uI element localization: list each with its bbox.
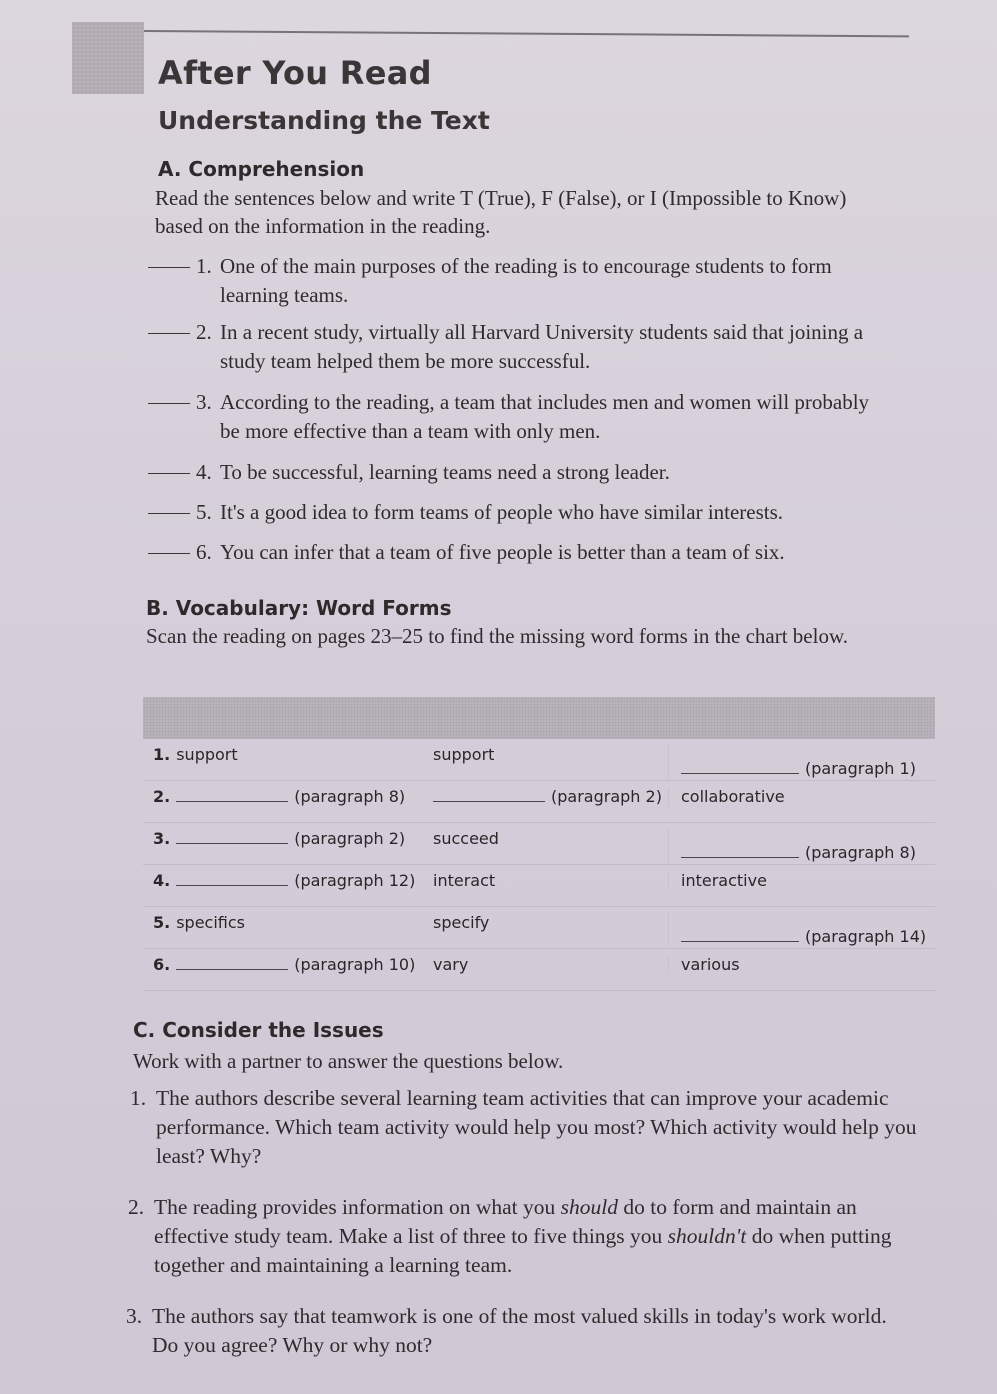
answer-blank[interactable] (148, 388, 190, 404)
answer-blank[interactable] (433, 789, 545, 802)
comprehension-item: 3. According to the reading, a team that includes men and women will probably be more effective than a team with only men. (148, 388, 888, 446)
comprehension-item: 5. It's a good idea to form teams of people who have similar interests. (148, 498, 888, 527)
answer-blank[interactable] (176, 831, 288, 844)
header-cell (407, 697, 671, 739)
answer-blank[interactable] (148, 458, 190, 474)
answer-blank[interactable] (148, 498, 190, 514)
table-header (143, 697, 935, 739)
table-row: 5. specifics specify (paragraph 14) (143, 907, 935, 949)
header-cell (671, 697, 935, 739)
page-subtitle: Understanding the Text (158, 106, 490, 135)
answer-blank[interactable] (176, 957, 288, 970)
discussion-question: 2. The reading provides information on what you should do to form and maintain an effective study team. Make a list of three to five things you shouldn't do when putting together and maintaining a learning team. (128, 1195, 892, 1277)
answer-blank[interactable] (681, 845, 799, 858)
section-a-heading: A. Comprehension (158, 157, 365, 181)
answer-blank[interactable] (176, 789, 288, 802)
answer-blank[interactable] (148, 538, 190, 554)
top-divider (144, 30, 909, 37)
table-row: 6. (paragraph 10) vary various (143, 949, 935, 991)
section-c-heading: C. Consider the Issues (133, 1018, 384, 1042)
answer-blank[interactable] (681, 929, 799, 942)
word-forms-table (143, 697, 935, 995)
comprehension-item: 1. One of the main purposes of the reading is to encourage students to form learning teams. (148, 252, 888, 310)
comprehension-item: 2. In a recent study, virtually all Harvard University students said that joining a study team helped them be more successful. (148, 318, 888, 376)
page-title: After You Read (158, 54, 432, 92)
discussion-question: 3. The authors say that teamwork is one of the most valued skills in today's work world. Do you agree? Why or why not? (126, 1304, 887, 1357)
table-row: 3. (paragraph 2) succeed (paragraph 8) (143, 823, 935, 865)
section-c-instructions: Work with a partner to answer the questions below. (133, 1049, 564, 1073)
table-row: 1. support support (paragraph 1) (143, 739, 935, 781)
comprehension-item: 6. You can infer that a team of five people is better than a team of six. (148, 538, 888, 567)
section-a-instructions: Read the sentences below and write T (True), F (False), or I (Impossible to Know) based on the information in the reading. (155, 186, 847, 238)
table-row: 4. (paragraph 12) interact interactive (143, 865, 935, 907)
decorative-corner-block (72, 22, 144, 94)
section-b-heading: B. Vocabulary: Word Forms (146, 596, 452, 620)
answer-blank[interactable] (148, 318, 190, 334)
discussion-question: 1. The authors describe several learning team activities that can improve your academic performance. Which team activity would help you most? Which activity would help you least? Why? (130, 1086, 917, 1168)
answer-blank[interactable] (176, 873, 288, 886)
answer-blank[interactable] (681, 761, 799, 774)
header-cell (143, 697, 407, 739)
comprehension-item: 4. To be successful, learning teams need a strong leader. (148, 458, 888, 487)
section-b-instructions: Scan the reading on pages 23–25 to find the missing word forms in the chart below. (146, 624, 848, 648)
table-row: 2. (paragraph 8) (paragraph 2) collaborative (143, 781, 935, 823)
answer-blank[interactable] (148, 252, 190, 268)
